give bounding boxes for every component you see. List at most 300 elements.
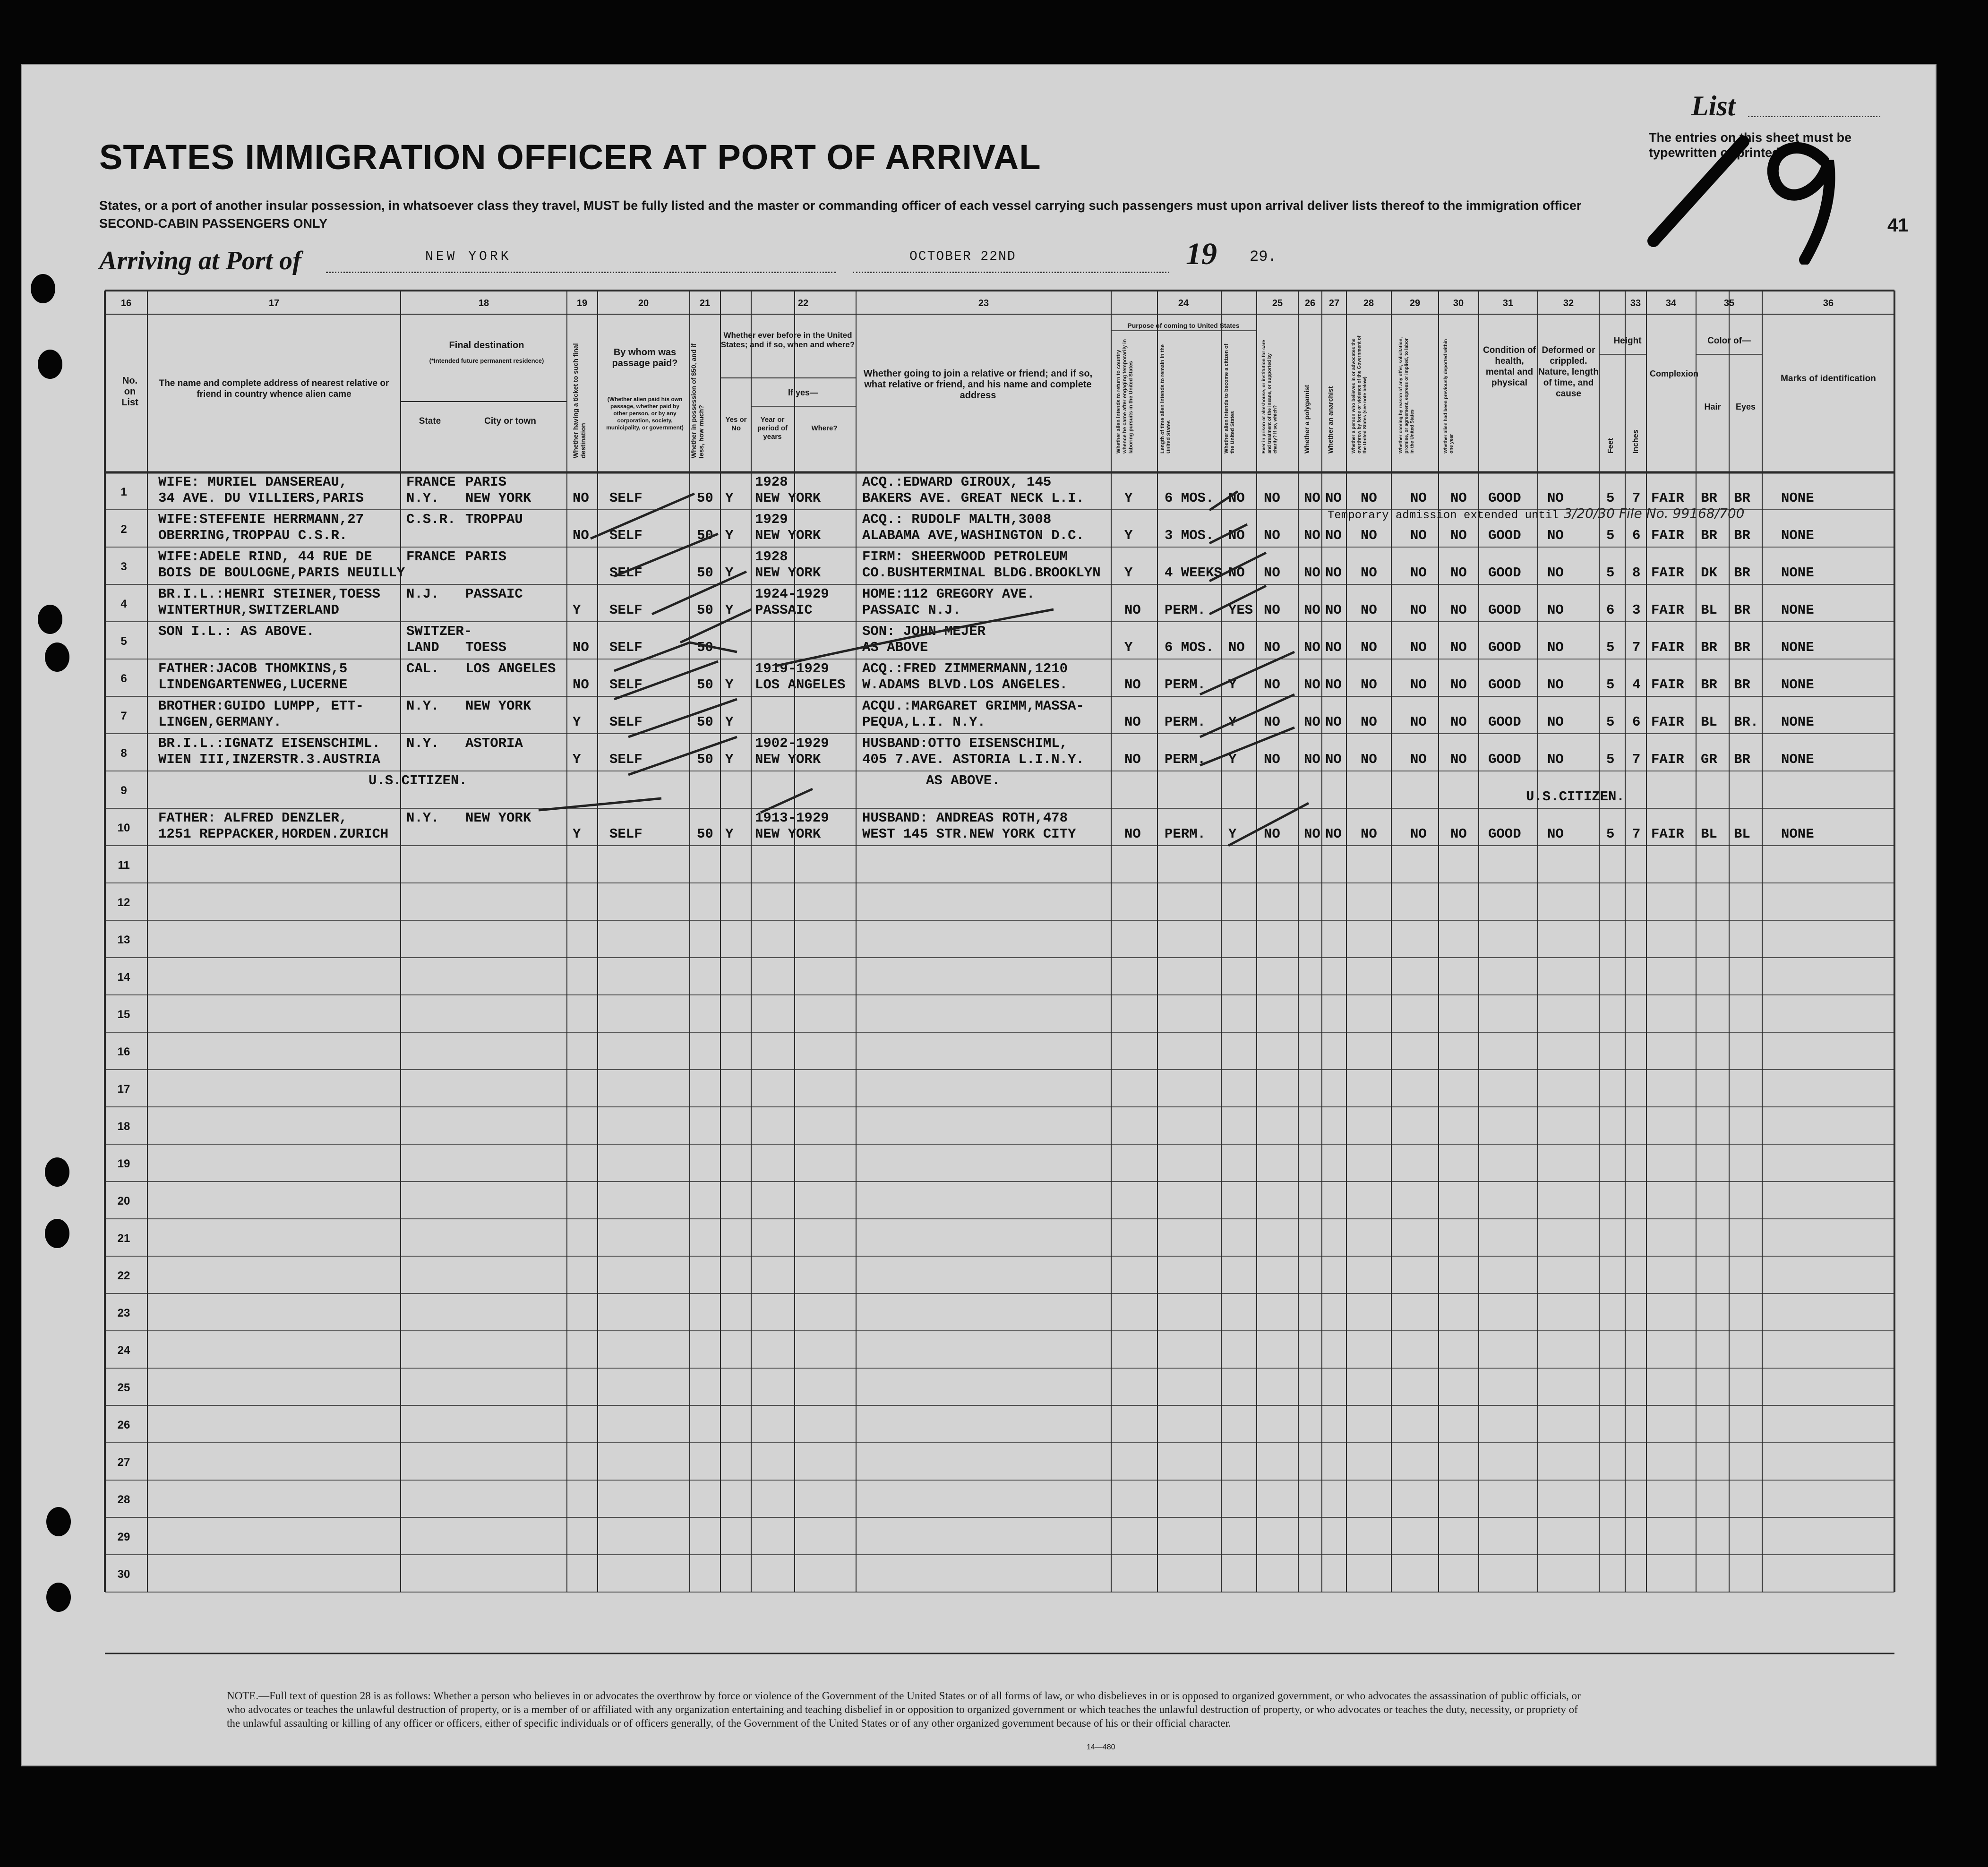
binder-hole [45, 642, 69, 672]
cell-deformed: NO [1547, 528, 1564, 543]
row-number: 11 [118, 859, 130, 872]
cell-join1: AS ABOVE. [926, 773, 1000, 788]
cell-city1: LOS ANGELES [465, 661, 556, 677]
cell-state1: N.J. [406, 586, 439, 602]
column-number: 25 [1272, 298, 1283, 308]
cell-p_c: NO [1228, 528, 1245, 543]
header-year: Year or period of years [757, 416, 788, 441]
row-number: 13 [117, 934, 130, 946]
cell-year: 1928 [755, 549, 788, 565]
binder-hole [46, 1583, 71, 1612]
cell-p_b: PERM. [1165, 677, 1206, 693]
header-where: Where? [811, 424, 838, 432]
cell-city1: TROPPAU [465, 512, 523, 527]
cell-p_c: YES [1228, 602, 1253, 618]
cell-money: 50 [697, 602, 713, 618]
header-marks: Marks of identification [1781, 374, 1876, 384]
cell-c26: NO [1304, 490, 1320, 506]
header-prison: Ever in prison or almshouse, or institution for care and treatment of the insane, or supported by charity? If so, which? [1261, 340, 1278, 454]
column-number: 19 [576, 298, 588, 308]
cell-inches: 6 [1632, 528, 1641, 543]
cell-city1: ASTORIA [465, 736, 523, 751]
cell-where: NEW YORK [755, 528, 821, 543]
header-deformed: Deformed or crippled. Nature, length of time, and cause [1538, 345, 1599, 399]
instructions-line: States, or a port of another insular possession, in whatsoever class they travel, MUST be fully listed and the master or commanding officer of each vessel carrying such passengers must upon arrival deliver lists thereof to the immigration officer [99, 198, 1582, 213]
header-purpose-length: Length of time alien intends to remain in the United States [1160, 344, 1172, 454]
cell-rel1: WIFE:ADELE RIND, 44 RUE DE [158, 549, 372, 565]
row-number: 21 [117, 1232, 130, 1245]
cell-c29: NO [1410, 490, 1427, 506]
cell-c30: NO [1450, 677, 1467, 693]
header-health: Condition of health, mental and physical [1483, 345, 1536, 388]
temporary-admission-stamp: Temporary admission extended until [1328, 509, 1559, 522]
cell-city1: PARIS [465, 549, 507, 565]
cell-rel2: LINGEN,GERMANY. [158, 714, 282, 730]
cell-inches: 4 [1632, 677, 1641, 693]
header-final-destination: Final destination [449, 340, 524, 351]
cell-before: Y [725, 602, 734, 618]
header-polygamist: Whether a polygamist [1303, 385, 1311, 454]
row-number: 15 [117, 1008, 130, 1021]
cell-c29: NO [1410, 528, 1427, 543]
cell-health: GOOD [1488, 528, 1521, 543]
cell-join1: FIRM: SHEERWOOD PETROLEUM [862, 549, 1068, 565]
cell-year: 1924-1929 [755, 586, 829, 602]
cell-city1: NEW YORK [465, 810, 531, 826]
cell-paid: SELF [609, 752, 643, 767]
cell-hair: BL [1701, 826, 1717, 842]
cell-rel1: WIFE:STEFENIE HERRMANN,27 [158, 512, 364, 527]
header-relative: The name and complete address of nearest relative or friend in country whence alien came [159, 378, 389, 399]
cell-c30: NO [1450, 565, 1467, 581]
cell-p_a: Y [1124, 565, 1133, 581]
cell-inches: 6 [1632, 714, 1641, 730]
cell-deformed: NO [1547, 752, 1564, 767]
column-number: 22 [797, 298, 809, 308]
cell-state1: N.Y. [406, 736, 439, 751]
cell-c29: NO [1410, 714, 1427, 730]
cell-paid: SELF [609, 677, 643, 693]
column-number: 26 [1304, 298, 1316, 308]
row-number: 28 [117, 1493, 130, 1506]
column-number: 29 [1409, 298, 1421, 308]
header-before-in-us: Whether ever before in the United States; and if so, when and where? [720, 331, 855, 349]
cell-rel1: U.S.CITIZEN. [368, 773, 467, 788]
header-purpose: Purpose of coming to United States [1127, 322, 1240, 329]
cell-before: Y [725, 714, 734, 730]
binder-hole [46, 1507, 71, 1536]
header-anarchist: Whether an anarchist [1327, 386, 1334, 454]
cell-c27: NO [1325, 565, 1342, 581]
cell-join1: HUSBAND:OTTO EISENSCHIML, [862, 736, 1068, 751]
cell-paid: SELF [609, 490, 643, 506]
row-number: 26 [117, 1419, 130, 1431]
cell-state2: N.Y. [406, 490, 439, 506]
binder-hole [31, 274, 55, 303]
cell-p_b: PERM. [1165, 826, 1206, 842]
cell-c30: NO [1450, 640, 1467, 655]
row-number: 12 [117, 896, 130, 909]
header-inches: Inches [1632, 429, 1640, 454]
header-final-destination-note: (*Intended future permanent residence) [429, 357, 544, 364]
cell-c29: NO [1410, 565, 1427, 581]
cell-c27: NO [1325, 714, 1342, 730]
cell-health: GOOD [1488, 640, 1521, 655]
cell-state2: LAND [406, 640, 439, 655]
column-number: 31 [1502, 298, 1514, 308]
date-line [853, 272, 1169, 273]
cell-complexion: FAIR [1651, 490, 1684, 506]
page-title: STATES IMMIGRATION OFFICER AT PORT OF ARRIVAL [99, 137, 1041, 177]
cell-before: Y [725, 490, 734, 506]
year-suffix: 29. [1250, 248, 1277, 265]
column-number: 27 [1328, 298, 1340, 308]
cell-join1: HOME:112 GREGORY AVE. [862, 586, 1035, 602]
header-labor-offer: Whether coming by reason of any offer, solicitation, promise, or agreement, express or implied, to labor in the United States [1398, 337, 1415, 454]
cell-ticket: Y [573, 714, 581, 730]
header-passage-paid: By whom was passage paid? [612, 347, 678, 368]
cell-c26: NO [1304, 826, 1320, 842]
header-yes-no: Yes or No [725, 416, 747, 432]
cell-year: 1929 [755, 512, 788, 527]
header-eyes: Eyes [1735, 402, 1756, 411]
column-number: 18 [478, 298, 489, 308]
cell-p_a: NO [1124, 602, 1141, 618]
cell-city1: NEW YORK [465, 698, 531, 714]
cell-p_a: NO [1124, 752, 1141, 767]
cell-c26: NO [1304, 602, 1320, 618]
cell-c25: NO [1264, 602, 1280, 618]
cell-money: 50 [697, 490, 713, 506]
cell-state1: SWITZER- [406, 624, 472, 639]
cell-paid: SELF [609, 640, 643, 655]
cell-deformed: NO [1547, 677, 1564, 693]
cell-money: 50 [697, 565, 713, 581]
cell-rel1: BR.I.L.:HENRI STEINER,TOESS [158, 586, 380, 602]
cell-money: 50 [697, 826, 713, 842]
cell-c27: NO [1325, 490, 1342, 506]
cell-p_c: Y [1228, 826, 1237, 842]
cell-health: U.S.CITIZEN. [1526, 789, 1625, 805]
cell-where: NEW YORK [755, 752, 821, 767]
cell-state1: CAL. [406, 661, 439, 677]
cell-health: GOOD [1488, 714, 1521, 730]
cell-c30: NO [1450, 528, 1467, 543]
cell-rel2: WIEN III,INZERSTR.3.AUSTRIA [158, 752, 380, 767]
cell-deformed: NO [1547, 640, 1564, 655]
row-number: 14 [117, 971, 130, 984]
cell-hair: BL [1701, 714, 1717, 730]
cell-c26: NO [1304, 714, 1320, 730]
cell-deformed: NO [1547, 565, 1564, 581]
cell-p_b: PERM. [1165, 714, 1206, 730]
cell-year: 1928 [755, 474, 788, 490]
header-feet: Feet [1607, 438, 1615, 454]
cell-health: GOOD [1488, 490, 1521, 506]
cell-ticket: Y [573, 826, 581, 842]
row-number: 22 [117, 1269, 130, 1282]
cell-money: 50 [697, 640, 713, 655]
cell-c28: NO [1361, 752, 1377, 767]
cell-paid: SELF [609, 714, 643, 730]
cell-inches: 3 [1632, 602, 1641, 618]
cell-c29: NO [1410, 826, 1427, 842]
header-height: Height [1613, 336, 1642, 346]
row-number: 3 [120, 560, 127, 573]
cell-year: 1919-1929 [755, 661, 829, 677]
cell-rel2: LINDENGARTENWEG,LUCERNE [158, 677, 348, 693]
cell-c27: NO [1325, 602, 1342, 618]
cell-p_c: Y [1228, 714, 1237, 730]
cell-health: GOOD [1488, 565, 1521, 581]
column-number: 34 [1665, 298, 1677, 308]
header-joining: Whether going to join a relative or friend; and if so, what relative or friend, and his name and complete address [863, 368, 1093, 401]
cell-p_b: 6 MOS. [1165, 490, 1214, 506]
cell-marks: NONE [1781, 528, 1814, 543]
cell-before: Y [725, 752, 734, 767]
cell-health: GOOD [1488, 677, 1521, 693]
cell-p_b: 6 MOS. [1165, 640, 1214, 655]
cell-before: Y [725, 528, 734, 543]
cell-c25: NO [1264, 640, 1280, 655]
cell-c27: NO [1325, 677, 1342, 693]
cell-complexion: FAIR [1651, 826, 1684, 842]
header-if-yes: If yes— [788, 388, 819, 397]
cell-money: 50 [697, 528, 713, 543]
cell-ticket: NO [573, 528, 589, 543]
cell-health: GOOD [1488, 752, 1521, 767]
cell-p_a: Y [1124, 640, 1133, 655]
form-code: 14—480 [1087, 1743, 1115, 1751]
cell-eyes: BR. [1734, 714, 1759, 730]
column-number: 23 [978, 298, 989, 308]
cell-c25: NO [1264, 714, 1280, 730]
cell-p_a: NO [1124, 677, 1141, 693]
cell-join2: PEQUA,L.I. N.Y. [862, 714, 986, 730]
cell-c27: NO [1325, 528, 1342, 543]
cell-eyes: BR [1734, 602, 1750, 618]
cell-complexion: FAIR [1651, 677, 1684, 693]
header-overthrow: Whether a person who believes in or advocates the overthrow by force or violence of the Government of the United States (see note below) [1351, 335, 1368, 454]
cell-c26: NO [1304, 640, 1320, 655]
cabin-class-label: SECOND-CABIN PASSENGERS ONLY [99, 216, 328, 231]
column-number: 20 [638, 298, 649, 308]
cell-rel2: WINTERTHUR,SWITZERLAND [158, 602, 339, 618]
cell-hair: BL [1701, 602, 1717, 618]
cell-feet: 5 [1606, 490, 1615, 506]
header-complexion: Complexion [1650, 369, 1699, 378]
binder-hole [38, 605, 62, 634]
column-number: 33 [1630, 298, 1641, 308]
cell-join2: ALABAMA AVE,WASHINGTON D.C. [862, 528, 1084, 543]
date-value: OCTOBER 22ND [909, 249, 1016, 264]
cell-feet: 5 [1606, 752, 1615, 767]
cell-before: Y [725, 677, 734, 693]
cell-p_a: Y [1124, 490, 1133, 506]
cell-p_b: 3 MOS. [1165, 528, 1214, 543]
cell-hair: BR [1701, 490, 1717, 506]
cell-c26: NO [1304, 565, 1320, 581]
cell-ticket: NO [573, 490, 589, 506]
cell-rel1: WIFE: MURIEL DANSEREAU, [158, 474, 348, 490]
column-number: 32 [1563, 298, 1574, 308]
cell-eyes: BR [1734, 565, 1750, 581]
cell-city2: TOESS [465, 640, 507, 655]
column-number: 17 [268, 298, 280, 308]
cell-deformed: NO [1547, 826, 1564, 842]
cell-where: PASSAIC [755, 602, 813, 618]
cell-hair: BR [1701, 640, 1717, 655]
cell-rel1: FATHER:JACOB THOMKINS,5 [158, 661, 348, 677]
cell-c29: NO [1410, 640, 1427, 655]
cell-paid: SELF [609, 528, 643, 543]
cell-join1: SON: JOHN MEJER [862, 624, 986, 639]
row-number: 17 [117, 1083, 130, 1096]
cell-c29: NO [1410, 677, 1427, 693]
cell-paid: SELF [609, 602, 643, 618]
cell-year: 1902-1929 [755, 736, 829, 751]
cell-rel2: 34 AVE. DU VILLIERS,PARIS [158, 490, 364, 506]
cell-join1: ACQU.:MARGARET GRIMM,MASSA- [862, 698, 1084, 714]
cell-c26: NO [1304, 528, 1320, 543]
handwritten-list-number [1625, 85, 1871, 265]
cell-state1: C.S.R. [406, 512, 456, 527]
footnote: NOTE.—Full text of question 28 is as follows: Whether a person who believes in or advocates the overthrow by force or violence of the Government of the United States or of all forms of law, or who disbelieves in or is opposed to organized government, or who advocates the assassination of public officials, or who advocates or teaches the unlawful destruction of property, or is a member of or affiliated with any organization entertaining and teaching disbelief in or opposition to organized government or which teaches the unlawful destruction of property, or who advocates or teaches the duty, necessity, or propriety of the unlawful assaulting or killing of any officer or officers, either of specific individuals or of officers generally, of the Government of the United States or of any other organized government because of his or their official character. [227, 1690, 1581, 1729]
temporary-admission-handwriting: 3/20/30 File No. 99168/700 [1564, 505, 1745, 521]
manifest-sheet [21, 64, 1937, 1766]
cell-join1: ACQ.:EDWARD GIROUX, 145 [862, 474, 1052, 490]
cell-join2: W.ADAMS BLVD.LOS ANGELES. [862, 677, 1068, 693]
header-passage-note: (Whether alien paid his own passage, whether paid by other person, or by any corporation, society, municipality, or government) [606, 396, 684, 431]
cell-eyes: BR [1734, 677, 1750, 693]
cell-before: Y [725, 565, 734, 581]
cell-c26: NO [1304, 752, 1320, 767]
header-ticket: Whether having a ticket to such final destination [572, 343, 587, 458]
cell-feet: 5 [1606, 677, 1615, 693]
cell-eyes: BR [1734, 640, 1750, 655]
cell-p_c: NO [1228, 490, 1245, 506]
cell-p_c: Y [1228, 677, 1237, 693]
cell-city1: PASSAIC [465, 586, 523, 602]
cell-c27: NO [1325, 640, 1342, 655]
row-number: 24 [117, 1344, 130, 1357]
cell-deformed: NO [1547, 490, 1564, 506]
cell-where: LOS ANGELES [755, 677, 846, 693]
header-purpose-return: Whether alien intends to return to country whence he came after engaging temporarily in laboring pursuits in the United States [1116, 339, 1134, 454]
cell-feet: 5 [1606, 640, 1615, 655]
row-number: 10 [117, 822, 130, 834]
row-number: 5 [120, 635, 127, 648]
cell-p_c: Y [1228, 752, 1237, 767]
cell-inches: 7 [1632, 640, 1641, 655]
port-value: NEW YORK [425, 249, 512, 264]
cell-money: 50 [697, 714, 713, 730]
cell-complexion: FAIR [1651, 640, 1684, 655]
column-number: 35 [1723, 298, 1735, 308]
header-color: Color of— [1707, 336, 1751, 346]
cell-paid: SELF [609, 826, 643, 842]
cell-c28: NO [1361, 826, 1377, 842]
cell-c28: NO [1361, 677, 1377, 693]
cell-c25: NO [1264, 490, 1280, 506]
column-number: 16 [120, 298, 132, 308]
header-city: City or town [484, 416, 536, 426]
cell-hair: BR [1701, 528, 1717, 543]
binder-hole [45, 1219, 69, 1248]
binder-hole [45, 1157, 69, 1187]
column-number: 21 [699, 298, 711, 308]
cell-c26: NO [1304, 677, 1320, 693]
cell-join1: ACQ.: RUDOLF MALTH,3008 [862, 512, 1052, 527]
cell-feet: 5 [1606, 826, 1615, 842]
cell-p_c: NO [1228, 640, 1245, 655]
cell-hair: BR [1701, 677, 1717, 693]
cell-complexion: FAIR [1651, 602, 1684, 618]
cell-inches: 7 [1632, 490, 1641, 506]
cell-marks: NONE [1781, 826, 1814, 842]
cell-join2: BAKERS AVE. GREAT NECK L.I. [862, 490, 1084, 506]
header-purpose-citizen: Whether alien intends to become a citizen of the United States [1224, 343, 1235, 454]
cell-marks: NONE [1781, 565, 1814, 581]
row-number: 9 [120, 784, 127, 797]
cell-paid: SELF [609, 565, 643, 581]
cell-eyes: BR [1734, 490, 1750, 506]
cell-marks: NONE [1781, 640, 1814, 655]
cell-c29: NO [1410, 602, 1427, 618]
cell-rel1: SON I.L.: AS ABOVE. [158, 624, 315, 639]
cell-rel1: FATHER: ALFRED DENZLER, [158, 810, 348, 826]
cell-feet: 5 [1606, 528, 1615, 543]
cell-c28: NO [1361, 565, 1377, 581]
cell-p_b: 4 WEEKS [1165, 565, 1222, 581]
cell-before: Y [725, 826, 734, 842]
cell-money: 50 [697, 677, 713, 693]
cell-marks: NONE [1781, 490, 1814, 506]
header-state: State [419, 416, 441, 426]
cell-state1: N.Y. [406, 810, 439, 826]
cell-marks: NONE [1781, 714, 1814, 730]
cell-p_a: NO [1124, 714, 1141, 730]
cell-money: 50 [697, 752, 713, 767]
row-number: 19 [117, 1157, 130, 1170]
cell-c25: NO [1264, 826, 1280, 842]
cell-p_a: NO [1124, 826, 1141, 842]
cell-feet: 6 [1606, 602, 1615, 618]
cell-hair: GR [1701, 752, 1717, 767]
row-number: 30 [117, 1568, 130, 1581]
row-number: 2 [120, 523, 127, 536]
cell-join2: PASSAIC N.J. [862, 602, 961, 618]
row-number: 16 [117, 1045, 130, 1058]
cell-ticket: NO [573, 640, 589, 655]
list-label: List [1691, 90, 1736, 121]
cell-deformed: NO [1547, 714, 1564, 730]
row-number: 8 [120, 747, 127, 760]
cell-c28: NO [1361, 490, 1377, 506]
header-hair: Hair [1704, 402, 1721, 411]
binder-hole [38, 350, 62, 379]
cell-year: 1913-1929 [755, 810, 829, 826]
cell-c30: NO [1450, 714, 1467, 730]
row-number: 27 [117, 1456, 130, 1469]
cell-where: NEW YORK [755, 565, 821, 581]
cell-feet: 5 [1606, 565, 1615, 581]
cell-rel1: BROTHER:GUIDO LUMPP, ETT- [158, 698, 364, 714]
cell-marks: NONE [1781, 752, 1814, 767]
cell-rel1: BR.I.L.:IGNATZ EISENSCHIML. [158, 736, 380, 751]
row-number: 7 [120, 710, 127, 722]
cell-c29: NO [1410, 752, 1427, 767]
